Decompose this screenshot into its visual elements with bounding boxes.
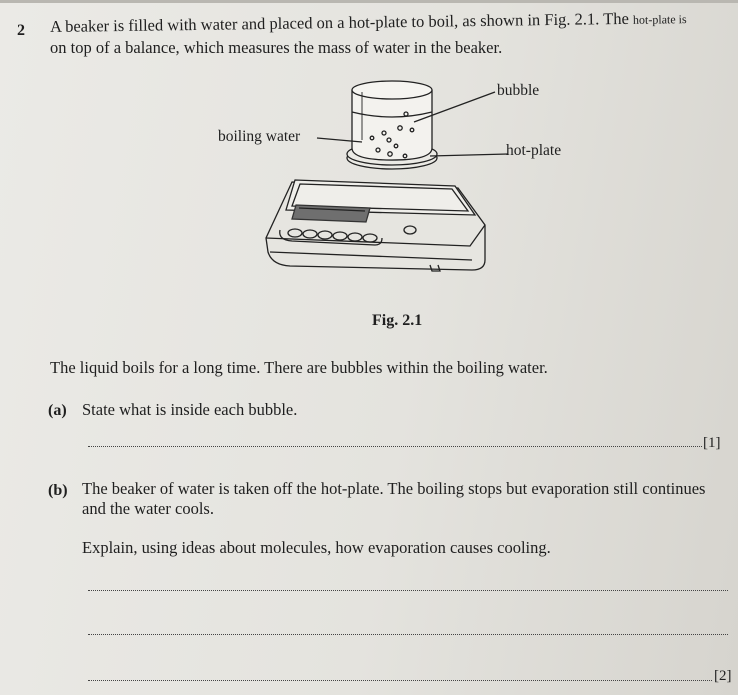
part-a-label: (a) (48, 402, 67, 419)
question-intro (49, 8, 730, 58)
part-b-marks: [2] (714, 668, 732, 684)
part-a-marks: [1] (703, 435, 721, 451)
part-b-answer-line-3[interactable] (88, 680, 712, 681)
part-b-answer-line-1[interactable] (88, 590, 728, 591)
label-bubble: bubble (497, 82, 540, 99)
part-b-text-line-2: and the water cools. (82, 499, 214, 518)
part-b-text-line-1: The beaker of water is taken off the hot-plate. The boiling stops but evaporation still continues (82, 479, 706, 498)
balance-beaker-illustration (200, 70, 600, 280)
part-b-answer-line-2[interactable] (88, 634, 728, 635)
figure-caption: Fig. 2.1 (372, 312, 423, 329)
intro-line-2: on top of a balance, which measures the mass of water in the beaker. (50, 38, 503, 57)
question-number: 2 (17, 22, 25, 39)
part-b-explain: Explain, using ideas about molecules, how evaporation causes cooling. (82, 538, 551, 557)
part-b-label: (b) (48, 482, 68, 499)
intro-line-1 (50, 8, 730, 38)
question-paragraph: The liquid boils for a long time. There are bubbles within the boiling water. (50, 358, 548, 377)
intro-line-1-text: A beaker is filled with water and placed on a hot-plate to boil, as shown in Fig. 2.1. The (49, 8, 629, 36)
label-hot-plate: hot-plate (506, 142, 562, 159)
label-boiling-water: boiling water (218, 128, 301, 145)
part-a-answer-line[interactable] (88, 446, 702, 447)
intro-line-1-tail: hot-plate is (632, 12, 687, 27)
top-rule (0, 0, 738, 3)
figure-diagram (200, 70, 600, 280)
part-a-text: State what is inside each bubble. (82, 400, 298, 419)
